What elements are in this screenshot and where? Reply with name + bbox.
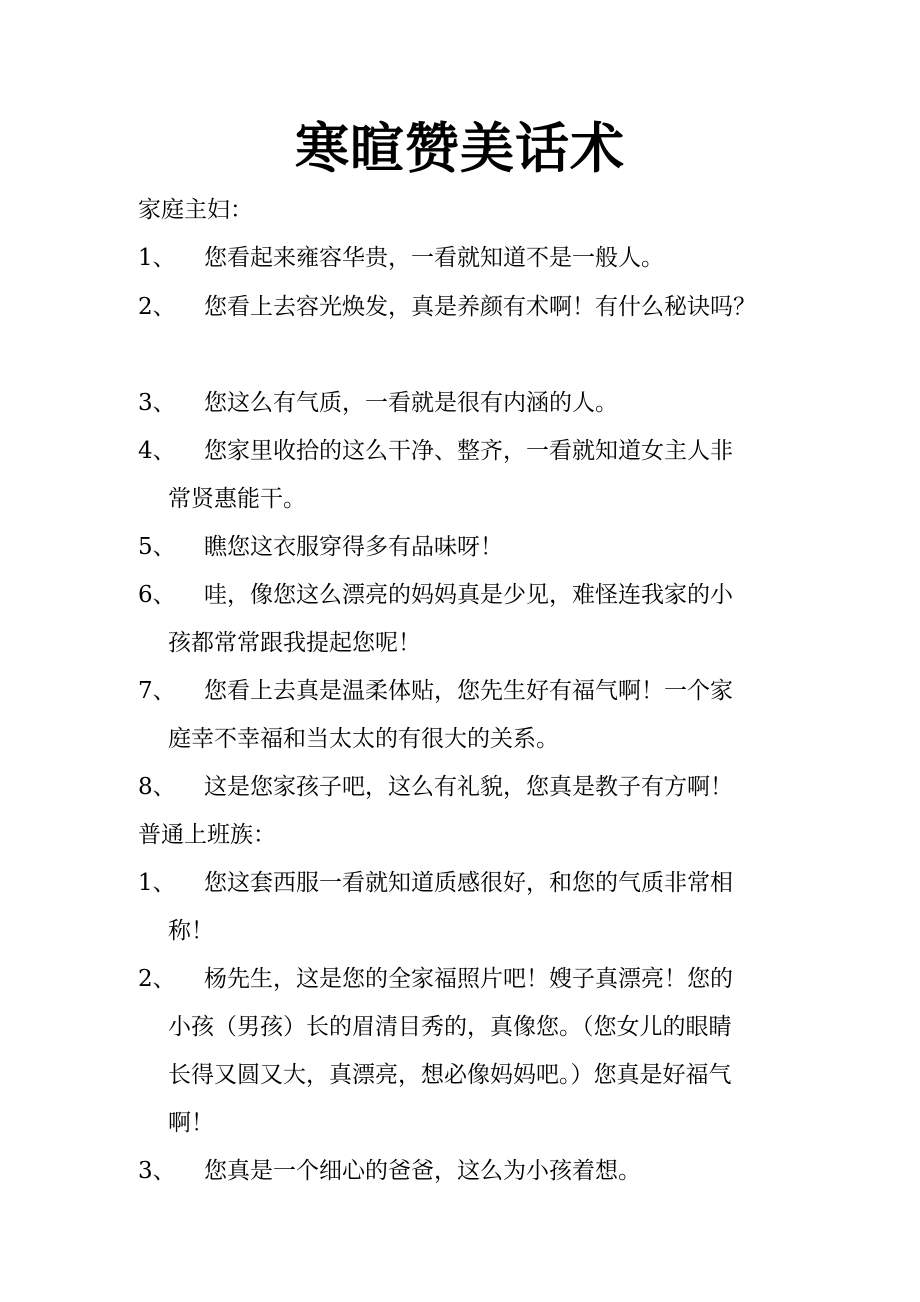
item-text-continued: 小孩（男孩）长的眉清目秀的，真像您。（您女儿的眼睛 — [168, 1014, 732, 1040]
item-number: 3、 — [138, 1158, 176, 1184]
item-text-continued: 啊！ — [168, 1110, 214, 1136]
section-heading-office-worker: 普通上班族： — [138, 822, 276, 848]
item-text: 您家里收拾的这么干净、整齐，一看就知道女主人非 — [204, 438, 733, 464]
list-item — [138, 674, 733, 708]
item-text: 您这套西服一看就知道质感很好，和您的气质非常相 — [204, 870, 733, 896]
item-text: 您看起来雍容华贵，一看就知道不是一般人。 — [204, 245, 664, 271]
item-text-continued: 常贤惠能干。 — [168, 486, 306, 512]
item-number: 6、 — [138, 582, 176, 608]
list-item — [138, 866, 733, 900]
item-number: 7、 — [138, 678, 176, 704]
item-number: 1、 — [138, 870, 176, 896]
item-number: 4、 — [138, 438, 176, 464]
item-number: 1、 — [138, 245, 176, 271]
item-text: 您看上去真是温柔体贴，您先生好有福气啊！一个家 — [204, 678, 733, 704]
list-item — [138, 962, 733, 996]
list-item — [138, 578, 733, 612]
list-item — [138, 386, 618, 420]
list-item — [138, 241, 664, 275]
item-number: 2、 — [138, 294, 176, 320]
item-text-continued: 孩都常常跟我提起您呢！ — [168, 630, 421, 656]
item-text: 您这么有气质，一看就是很有内涵的人。 — [204, 390, 618, 416]
item-text-continued: 庭幸不幸福和当太太的有很大的关系。 — [168, 726, 559, 752]
list-item — [138, 530, 503, 564]
list-item — [138, 434, 733, 468]
item-text: 您看上去容光焕发，真是养颜有术啊！有什么秘诀吗？ — [204, 294, 756, 320]
item-number: 8、 — [138, 774, 176, 800]
list-item — [138, 290, 756, 324]
item-number: 5、 — [138, 534, 176, 560]
item-text: 您真是一个细心的爸爸，这么为小孩着想。 — [204, 1158, 641, 1184]
document-title: 寒暄赞美话术 — [295, 116, 625, 180]
list-item — [138, 1154, 641, 1188]
item-number: 2、 — [138, 966, 176, 992]
item-text: 杨先生，这是您的全家福照片吧！嫂子真漂亮！您的 — [204, 966, 733, 992]
item-text-continued: 长得又圆又大，真漂亮，想必像妈妈吧。）您真是好福气 — [168, 1062, 732, 1088]
list-item — [138, 770, 733, 804]
section-heading-housewife: 家庭主妇： — [138, 197, 253, 223]
item-text: 瞧您这衣服穿得多有品味呀！ — [204, 534, 503, 560]
item-number: 3、 — [138, 390, 176, 416]
item-text: 哇，像您这么漂亮的妈妈真是少见，难怪连我家的小 — [204, 582, 733, 608]
item-text: 这是您家孩子吧，这么有礼貌，您真是教子有方啊！ — [204, 774, 733, 800]
item-text-continued: 称！ — [168, 918, 214, 944]
